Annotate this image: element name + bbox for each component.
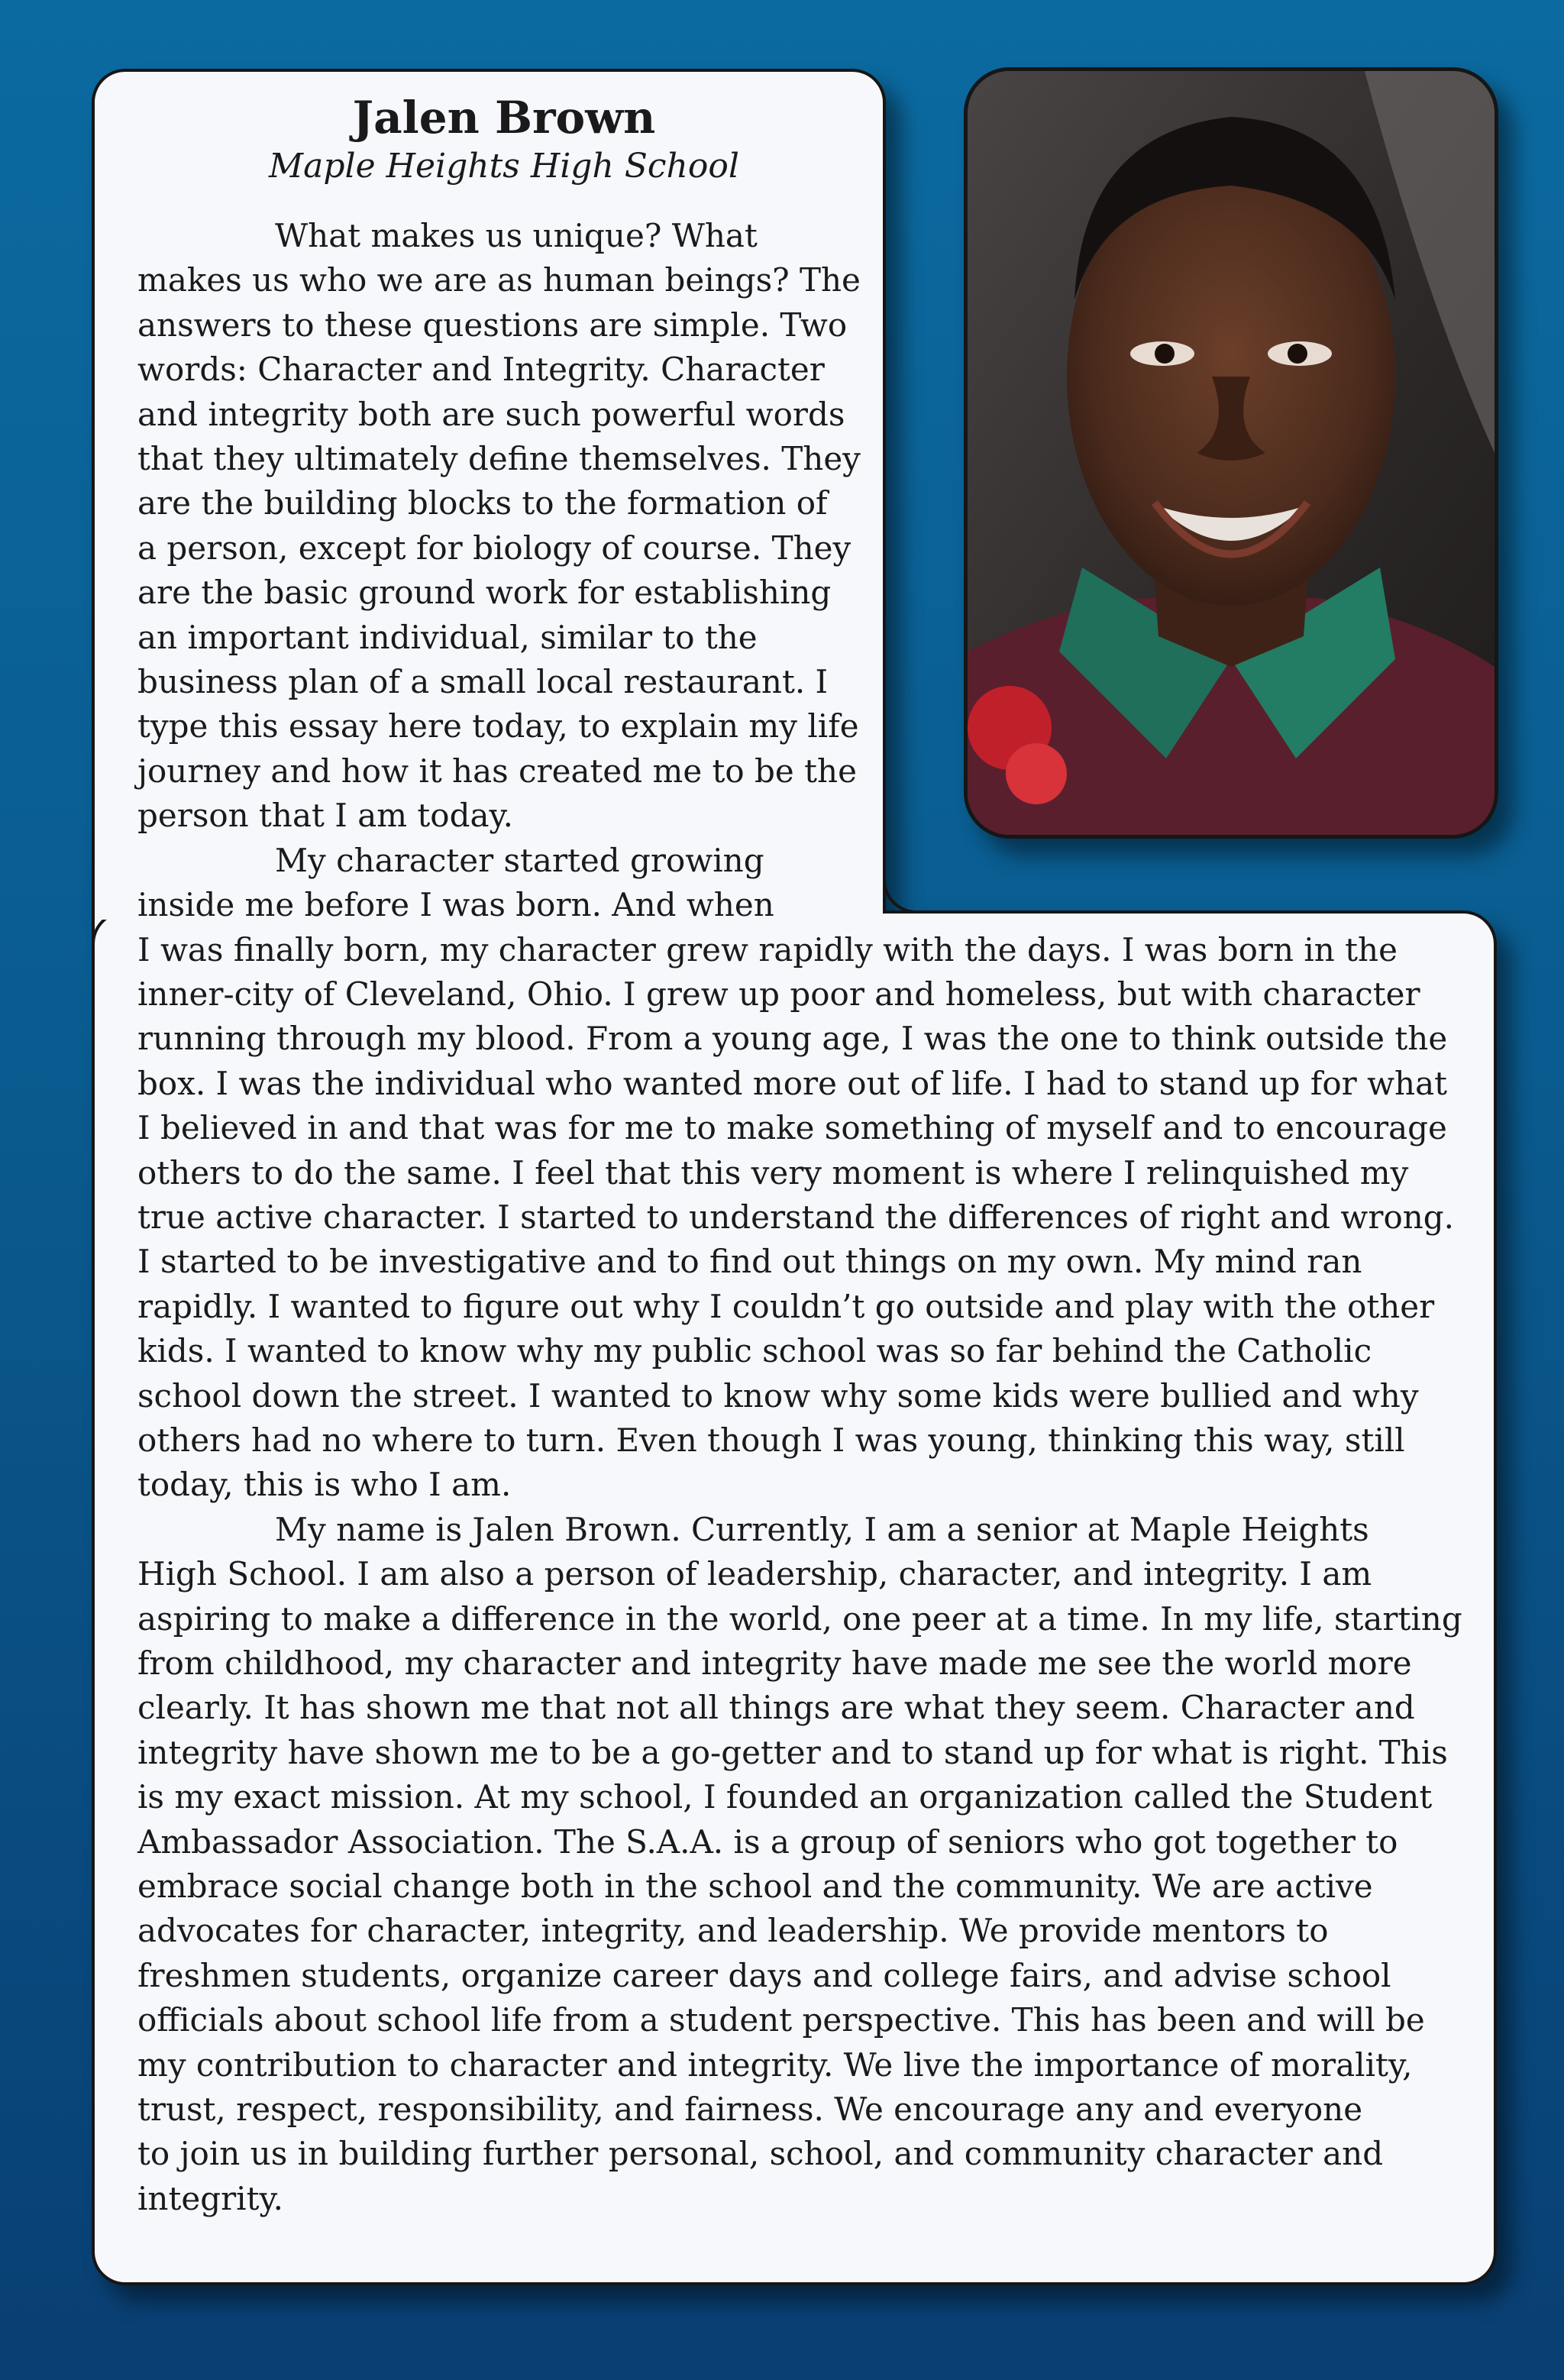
essay-line: freshmen students, organize career days and college fairs, and advise school	[137, 1956, 1391, 1994]
essay-paragraph-2	[137, 839, 1455, 1508]
essay-line: My character started growing	[275, 841, 764, 879]
essay-line: integrity have shown me to be a go-getter and to stand up for what is right. This	[137, 1733, 1448, 1771]
essay-line: Ambassador Association. The S.A.A. is a group of seniors who got together to	[137, 1822, 1398, 1861]
essay-line: officials about school life from a student perspective. This has been and will be	[137, 2001, 1425, 2039]
essay-line: an important individual, similar to the	[137, 618, 758, 656]
essay-line: My name is Jalen Brown. Currently, I am a senior at Maple Heights	[275, 1510, 1369, 1548]
essay-line: today, this is who I am.	[137, 1466, 512, 1504]
essay-line: person that I am today.	[137, 797, 514, 835]
essay-line: advocates for character, integrity, and leadership. We provide mentors to	[137, 1912, 1329, 1950]
essay-line: I believed in and that was for me to make something of myself and to encourage	[137, 1109, 1447, 1147]
essay-paragraph-3	[137, 1508, 1462, 2222]
essay-line: What makes us unique? What	[275, 217, 758, 254]
essay-line: others to do the same. I feel that this very moment is where I relinquished my	[137, 1153, 1409, 1192]
essay-content	[137, 90, 1462, 2221]
essay-line: are the building blocks to the formation of	[137, 484, 828, 522]
essay-line: that they ultimately define themselves. They	[137, 440, 861, 478]
essay-line: inner-city of Cleveland, Ohio. I grew up poor and homeless, but with character	[137, 975, 1420, 1013]
essay-line: school down the street. I wanted to know why some kids were bullied and why	[137, 1376, 1419, 1415]
essay-line: embrace social change both in the school and the community. We are active	[137, 1867, 1373, 1906]
essay-line: box. I was the individual who wanted more out of life. I had to stand up for what	[137, 1064, 1448, 1102]
essay-paragraph-1	[137, 214, 1451, 839]
essay-line: inside me before I was born. And when	[137, 886, 774, 924]
essay-line: to join us in building further personal, school, and community character and	[137, 2135, 1384, 2173]
essay-line: are the basic ground work for establishing	[137, 574, 832, 612]
essay-line: I started to be investigative and to find out things on my own. My mind ran	[137, 1243, 1362, 1281]
essay-line: makes us who we are as human beings? The	[137, 261, 861, 299]
school-name: Maple Heights High School	[269, 147, 739, 186]
essay-line: kids. I wanted to know why my public school was so far behind the Catholic	[137, 1332, 1372, 1370]
essay-line: from childhood, my character and integrity have made me see the world more	[137, 1644, 1412, 1682]
essay-line: answers to these questions are simple. Two	[137, 306, 848, 344]
essay-line: High School. I am also a person of leadership, character, and integrity. I am	[137, 1555, 1372, 1593]
essay-line: a person, except for biology of course. They	[137, 529, 851, 567]
essay-line: and integrity both are such powerful words	[137, 395, 845, 433]
essay-line: my contribution to character and integrity. We live the importance of morality,	[137, 2045, 1413, 2084]
essay-line: running through my blood. From a young age, I was the one to think outside the	[137, 1020, 1448, 1058]
essay-line: journey and how it has created me to be the	[137, 752, 857, 790]
author-name: Jalen Brown	[352, 92, 656, 144]
essay-line: I was finally born, my character grew rapidly with the days. I was born in the	[137, 930, 1398, 968]
essay-line: words: Character and Integrity. Character	[137, 351, 825, 389]
essay-line: trust, respect, responsibility, and fairness. We encourage any and everyone	[137, 2091, 1363, 2129]
essay-line: rapidly. I wanted to figure out why I couldn’t go outside and play with the other	[137, 1287, 1435, 1325]
essay-line: is my exact mission. At my school, I founded an organization called the Student	[137, 1778, 1433, 1816]
essay-line: true active character. I started to understand the differences of right and wrong.	[137, 1198, 1455, 1236]
essay-line: clearly. It has shown me that not all things are what they seem. Character and	[137, 1689, 1415, 1727]
essay-line: integrity.	[137, 2179, 283, 2217]
essay-line: type this essay here today, to explain my life	[137, 707, 859, 745]
essay-line: business plan of a small local restaurant. I	[137, 663, 829, 701]
essay-line: aspiring to make a difference in the world, one peer at a time. In my life, starting	[137, 1599, 1462, 1638]
essay-line: others had no where to turn. Even though I was young, thinking this way, still	[137, 1421, 1405, 1459]
